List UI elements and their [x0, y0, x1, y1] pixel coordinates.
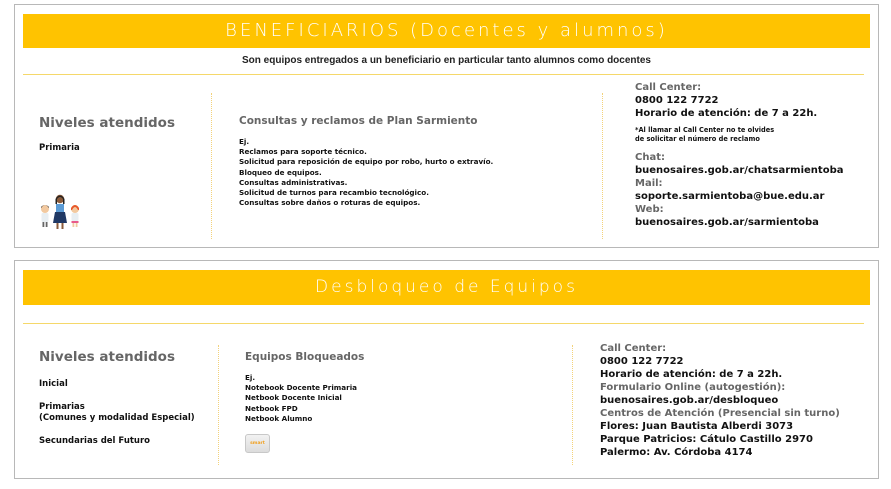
beneficiarios-banner: BENEFICIARIOS (Docentes y alumnos): [23, 14, 870, 48]
list-item: Solicitud para reposición de equipo por robo, hurto o extravío.: [239, 157, 494, 167]
hours: Horario de atención: de 7 a 22h.: [600, 369, 783, 380]
list-item: Netbook FPD: [245, 403, 298, 413]
list-item: Consultas administrativas.: [239, 177, 348, 187]
desbloqueo-banner: Desbloqueo de Equipos: [23, 270, 870, 305]
column-divider: [572, 345, 573, 465]
nivel-item: Primarias: [39, 402, 85, 412]
mail-link[interactable]: soporte.sarmientoba@bue.edu.ar: [635, 191, 825, 202]
smart-key-icon: smart: [245, 434, 270, 453]
column-divider: [218, 345, 219, 465]
call-center-label: Call Center:: [600, 343, 667, 354]
note: *Al llamar al Call Center no te olvides: [635, 126, 775, 134]
beneficiarios-subtitle: Son equipos entregados a un beneficiario en particular tanto alumnos como docentes: [242, 55, 651, 66]
list-item: Netbook Docente Inicial: [245, 393, 342, 403]
niveles-column: [39, 349, 195, 447]
consultas-list: [239, 137, 579, 208]
web-label: Web:: [635, 204, 664, 215]
centro-address: Parque Patricios: Cátulo Castillo 2970: [600, 434, 813, 445]
chat-link[interactable]: buenosaires.gob.ar/chatsarmientoba: [635, 165, 844, 176]
list-item: Netbook Alumno: [245, 413, 313, 423]
students-teacher-icon: [37, 192, 83, 232]
column-divider: [602, 93, 603, 239]
call-center-label: Call Center:: [635, 82, 702, 93]
list-item: Consultas sobre daños o roturas de equipos.: [239, 198, 421, 208]
niveles-title: Niveles atendidos: [39, 115, 175, 131]
nivel-item: (Comunes y modalidad Especial): [39, 413, 195, 423]
list-item: Ej.: [245, 373, 256, 382]
equipos-title: Equipos Bloqueados: [245, 351, 365, 363]
desbloqueo-panel: [14, 260, 879, 479]
nivel-item: Secundarias del Futuro: [39, 436, 151, 446]
beneficiarios-panel: [14, 4, 879, 248]
mail-label: Mail:: [635, 178, 663, 189]
contacto-column: [600, 342, 870, 459]
list-item: Ej.: [239, 137, 250, 146]
consultas-title: Consultas y reclamos de Plan Sarmiento: [239, 115, 478, 127]
list-item: Notebook Docente Primaria: [245, 383, 358, 393]
consultas-column: [239, 115, 579, 208]
form-link[interactable]: buenosaires.gob.ar/desbloqueo: [600, 395, 779, 406]
divider: [23, 323, 864, 324]
note: de solicitar el número de reclamo: [635, 135, 760, 143]
phone-number[interactable]: 0800 122 7722: [635, 95, 719, 106]
divider: [23, 74, 864, 75]
nivel-item: Inicial: [39, 379, 68, 389]
chat-label: Chat:: [635, 152, 665, 163]
phone-number[interactable]: 0800 122 7722: [600, 356, 684, 367]
form-label: Formulario Online (autogestión):: [600, 382, 786, 393]
equipos-column: [245, 351, 445, 424]
centros-label: Centros de Atención (Presencial sin turno): [600, 408, 840, 419]
list-item: Bloqueo de equipos.: [239, 167, 322, 177]
niveles-column: [39, 115, 175, 154]
hours: Horario de atención: de 7 a 22h.: [635, 108, 818, 119]
list-item: Reclamos para soporte técnico.: [239, 147, 367, 157]
column-divider: [211, 93, 212, 239]
centro-address: Flores: Juan Bautista Alberdi 3073: [600, 421, 794, 432]
list-item: Solicitud de turnos para recambio tecnológico.: [239, 188, 429, 198]
centro-address: Palermo: Av. Córdoba 4174: [600, 447, 753, 458]
niveles-title: Niveles atendidos: [39, 349, 175, 365]
equipos-list: [245, 373, 445, 424]
web-link[interactable]: buenosaires.gob.ar/sarmientoba: [635, 217, 819, 228]
contacto-column: [635, 81, 875, 229]
nivel-item: Primaria: [39, 143, 80, 153]
